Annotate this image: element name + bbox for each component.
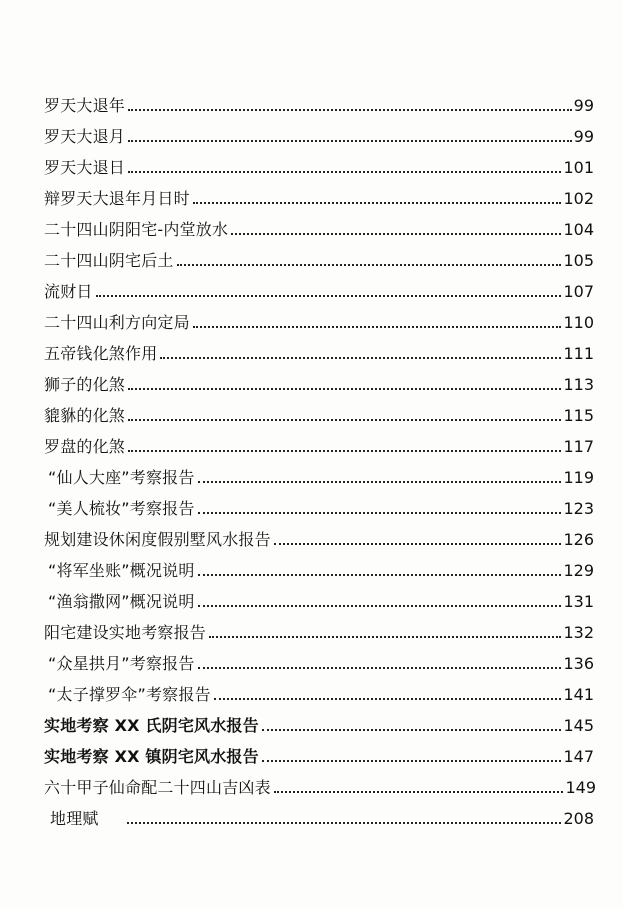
toc-entry-title: 实地考察 XX 镇阴宅风水报告 — [44, 747, 259, 766]
toc-entry-title: 实地考察 XX 氏阴宅风水报告 — [44, 716, 259, 735]
toc-entry-title: 五帝钱化煞作用 — [44, 344, 158, 363]
dot-leader — [160, 357, 561, 359]
toc-entry — [0, 178, 623, 209]
toc-entry-title: “众星拱月”考察报告 — [48, 654, 195, 673]
toc-entry-title: “将军坐账”概况说明 — [48, 561, 195, 580]
dot-leader — [198, 574, 562, 576]
toc-entry-page: 132 — [563, 623, 594, 642]
toc-entry-title: 貔貅的化煞 — [44, 406, 126, 425]
toc-entry — [0, 767, 623, 798]
toc-entry-page: 208 — [563, 809, 594, 828]
toc-entry — [0, 333, 623, 364]
dot-leader — [231, 233, 561, 235]
toc-entry — [0, 550, 623, 581]
dot-leader — [193, 202, 562, 204]
toc-entry-page: 129 — [563, 561, 594, 580]
toc-entry — [0, 612, 623, 643]
toc-entry-page: 147 — [563, 747, 594, 766]
dot-leader — [262, 729, 562, 731]
toc-entry-page: 115 — [563, 406, 594, 425]
table-of-contents — [0, 85, 623, 829]
dot-leader — [96, 295, 562, 297]
toc-entry-title: 流财日 — [44, 282, 93, 301]
toc-entry — [0, 395, 623, 426]
toc-entry-page: 111 — [563, 344, 594, 363]
toc-entry-page: 104 — [563, 220, 594, 239]
toc-entry-page: 110 — [563, 313, 594, 332]
toc-entry — [0, 457, 623, 488]
toc-entry-page: 102 — [563, 189, 594, 208]
toc-entry — [0, 271, 623, 302]
toc-entry-title: 六十甲子仙命配二十四山吉凶表 — [44, 778, 271, 797]
toc-entry-page: 119 — [563, 468, 594, 487]
toc-entry — [0, 798, 623, 829]
toc-entry — [0, 85, 623, 116]
toc-entry-page: 99 — [573, 96, 594, 115]
dot-leader — [128, 171, 561, 173]
toc-entry — [0, 240, 623, 271]
dot-leader — [127, 822, 562, 824]
toc-entry-title: “美人梳妆”考察报告 — [48, 499, 195, 518]
dot-leader — [128, 388, 561, 390]
toc-entry-title: 二十四山阴宅后土 — [44, 251, 174, 270]
dot-leader — [177, 264, 562, 266]
toc-entry-page: 131 — [563, 592, 594, 611]
dot-leader — [128, 450, 561, 452]
toc-entry-page: 126 — [563, 530, 594, 549]
toc-entry-title: 地理赋 — [50, 809, 99, 828]
toc-entry — [0, 147, 623, 178]
dot-leader — [128, 419, 561, 421]
toc-entry-page: 141 — [563, 685, 594, 704]
toc-entry-title: 辩罗天大退年月日时 — [44, 189, 190, 208]
toc-entry — [0, 705, 623, 736]
toc-entry-page: 99 — [573, 127, 594, 146]
dot-leader — [198, 481, 562, 483]
dot-leader — [209, 636, 561, 638]
dot-leader — [214, 698, 562, 700]
toc-entry — [0, 488, 623, 519]
dot-leader — [193, 326, 562, 328]
toc-entry — [0, 581, 623, 612]
toc-entry-page: 107 — [563, 282, 594, 301]
toc-entry — [0, 116, 623, 147]
toc-entry-page: 149 — [565, 778, 596, 797]
toc-entry-title: 规划建设休闲度假别墅风水报告 — [44, 530, 271, 549]
toc-entry-page: 145 — [563, 716, 594, 735]
toc-entry-title: “太子撑罗伞”考察报告 — [48, 685, 211, 704]
toc-entry — [0, 209, 623, 240]
toc-entry-title: “仙人大座”考察报告 — [48, 468, 195, 487]
dot-leader — [274, 791, 564, 793]
toc-entry — [0, 364, 623, 395]
toc-entry — [0, 519, 623, 550]
toc-entry-page: 101 — [563, 158, 594, 177]
toc-entry-title: 罗盘的化煞 — [44, 437, 126, 456]
dot-leader — [198, 667, 562, 669]
toc-entry-page: 136 — [563, 654, 594, 673]
toc-entry-title: 罗天大退年 — [44, 96, 126, 115]
toc-entry-title: 罗天大退日 — [44, 158, 126, 177]
toc-entry — [0, 736, 623, 767]
toc-entry — [0, 643, 623, 674]
toc-entry — [0, 302, 623, 333]
dot-leader — [198, 512, 562, 514]
toc-entry-page: 117 — [563, 437, 594, 456]
dot-leader — [274, 543, 562, 545]
toc-entry-title: 狮子的化煞 — [44, 375, 126, 394]
toc-entry — [0, 674, 623, 705]
toc-entry — [0, 426, 623, 457]
toc-entry-title: 阳宅建设实地考察报告 — [44, 623, 207, 642]
dot-leader — [128, 140, 572, 142]
toc-entry-page: 123 — [563, 499, 594, 518]
toc-entry-title: “渔翁撒网”概况说明 — [48, 592, 195, 611]
toc-entry-title: 二十四山阴阳宅-内堂放水 — [44, 220, 229, 239]
dot-leader — [128, 109, 572, 111]
toc-entry-page: 105 — [563, 251, 594, 270]
dot-leader — [198, 605, 562, 607]
toc-entry-title: 罗天大退月 — [44, 127, 126, 146]
dot-leader — [262, 760, 562, 762]
toc-entry-title: 二十四山利方向定局 — [44, 313, 190, 332]
toc-entry-page: 113 — [563, 375, 594, 394]
